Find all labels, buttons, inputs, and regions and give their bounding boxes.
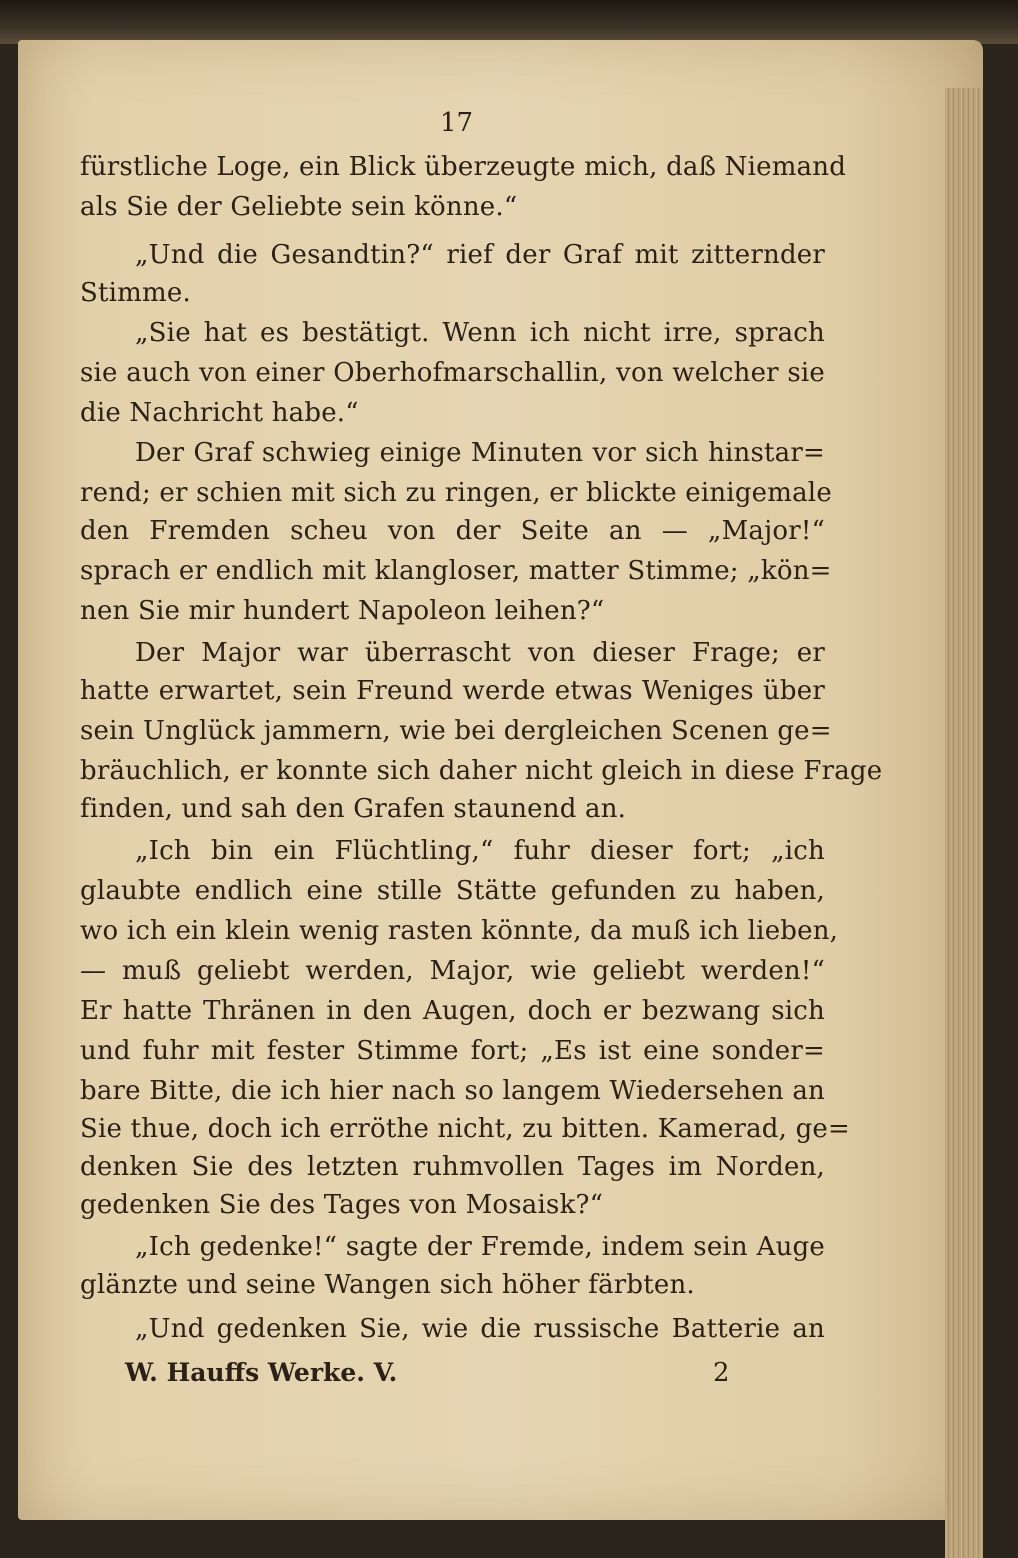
text-line: Der Graf schwieg einige Minuten vor sich hinstar= [135,438,825,468]
page-stack-edge [945,88,983,1558]
text-line: sprach er endlich mit klangloser, matter Stimme; „kön= [80,556,832,586]
text-line: „Sie hat es bestätigt. Wenn ich nicht irre, sprach [135,318,825,348]
text-line: hatte erwartet, sein Freund werde etwas Weniges über [80,676,825,706]
text-line: sie auch von einer Oberhofmarschallin, von welcher sie [80,358,825,388]
text-line: denken Sie des letzten ruhmvollen Tages im Norden, [80,1152,825,1182]
text-line: Sie thue, doch ich erröthe nicht, zu bitten. Kamerad, ge= [80,1114,850,1144]
text-line: die Nachricht habe.“ [80,398,359,428]
text-line: rend; er schien mit sich zu ringen, er blickte einigemale [80,478,832,508]
text-line: Der Major war überrascht von dieser Frage; er [135,638,825,668]
text-line: bare Bitte, die ich hier nach so langem Wiedersehen an [80,1076,825,1106]
text-line: Stimme. [80,278,191,308]
text-line: „Und gedenken Sie, wie die russische Batterie an [135,1314,825,1344]
book-top-edge [0,0,1018,44]
text-line: nen Sie mir hundert Napoleon leihen?“ [80,596,605,626]
text-line: Er hatte Thränen in den Augen, doch er bezwang sich [80,996,825,1026]
text-line: „Ich bin ein Flüchtling,“ fuhr dieser fort; „ich [135,836,825,866]
text-line: glaubte endlich eine stille Stätte gefunden zu haben, [80,876,825,906]
text-line: finden, und sah den Grafen staunend an. [80,794,627,824]
text-line: bräuchlich, er konnte sich daher nicht gleich in diese Frage [80,756,883,786]
text-line: fürstliche Loge, ein Blick überzeugte mich, daß Niemand [80,152,847,182]
text-line: „Ich gedenke!“ sagte der Fremde, indem sein Auge [135,1232,825,1262]
signature-mark: W. Hauffs Werke. V. [125,1358,398,1387]
text-line: „Und die Gesandtin?“ rief der Graf mit zitternder [135,240,825,270]
text-line: — muß geliebt werden, Major, wie geliebt werden!“ [80,956,825,986]
text-line: wo ich ein klein wenig rasten könnte, da muß ich lieben, [80,916,839,946]
text-line: gedenken Sie des Tages von Mosaisk?“ [80,1190,604,1220]
text-line: glänzte und seine Wangen sich höher färbten. [80,1270,695,1300]
text-line: und fuhr mit fester Stimme fort; „Es ist eine sonder= [80,1036,825,1066]
text-line: als Sie der Geliebte sein könne.“ [80,192,518,222]
text-line: sein Unglück jammern, wie bei dergleichen Scenen ge= [80,716,832,746]
text-line: den Fremden scheu von der Seite an — „Major!“ [80,516,825,546]
page-number: 17 [440,108,474,138]
sheet-number: 2 [713,1358,730,1388]
